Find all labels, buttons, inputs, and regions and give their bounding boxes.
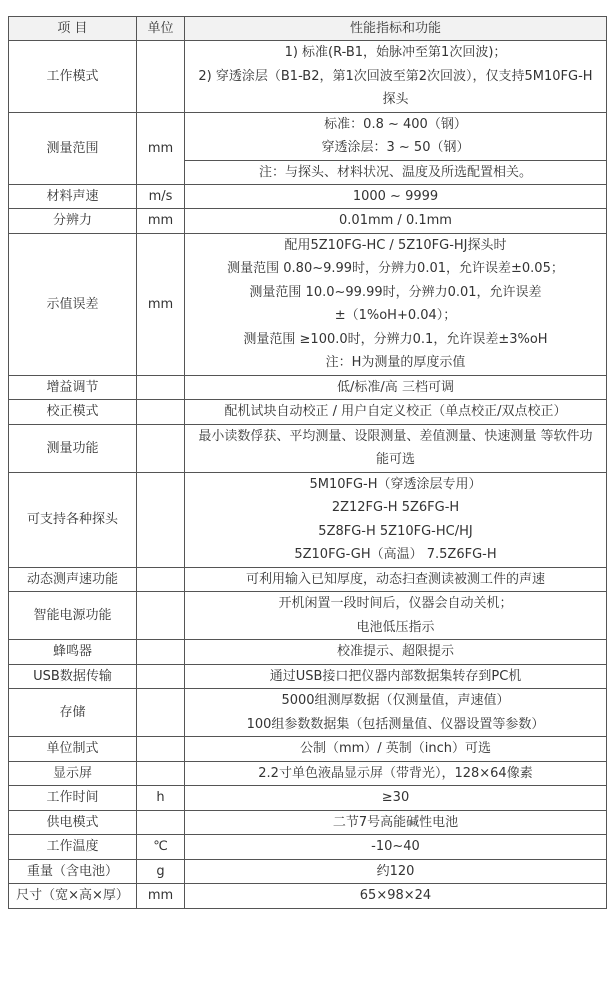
spec-line: 可利用输入已知厚度，动态扫查测读被测工件的声速 <box>245 571 545 587</box>
spec-value <box>185 41 607 113</box>
spec-line: 能可选 <box>375 452 415 467</box>
spec-item: 重量（含电池） <box>9 859 137 884</box>
spec-item: 工作温度 <box>9 835 137 860</box>
spec-line: 5000组测厚数据（仅测量值，声速值） <box>281 693 510 708</box>
spec-item: 工作模式 <box>9 41 137 113</box>
spec-line: 穿透涂层：3 ~ 50（钢） <box>321 140 470 155</box>
spec-line: 测量范围 ≥100.0时，分辨力0.1，允许误差±3%oH <box>243 331 548 347</box>
spec-line: 100组参数数据集（包括测量值、仪器设置等参数） <box>246 716 545 732</box>
table-row <box>9 209 607 234</box>
spec-line: 约120 <box>376 863 415 879</box>
table-row <box>9 41 607 113</box>
header-unit: 单位 <box>137 17 185 41</box>
spec-line: 配用5Z10FG-HC / 5Z10FG-HJ探头时 <box>284 237 507 253</box>
spec-item: USB数据传输 <box>9 664 137 689</box>
spec-value <box>185 737 607 762</box>
table-row <box>9 424 607 472</box>
spec-note: 注：与探头、材料状况、温度及所选配置相关。 <box>185 160 607 184</box>
table-row <box>9 884 607 909</box>
spec-line: 0.01mm / 0.1mm <box>339 213 452 228</box>
spec-line: -10~40 <box>371 839 420 854</box>
spec-line: 注：H为测量的厚度示值 <box>325 355 466 370</box>
spec-item: 分辨力 <box>9 209 137 234</box>
spec-value <box>185 233 607 375</box>
spec-value <box>185 664 607 689</box>
spec-value <box>185 640 607 665</box>
spec-item: 智能电源功能 <box>9 592 137 640</box>
spec-line: 2) 穿透涂层（B1-B2，第1次回波至第2次回波），仅支持5M10FG-H <box>198 68 593 84</box>
table-row <box>9 664 607 689</box>
spec-value <box>185 112 607 160</box>
spec-line: 配机试块自动校正 / 用户自定义校正（单点校正/双点校正） <box>224 404 567 419</box>
spec-line: ≥30 <box>381 790 410 805</box>
spec-line: 探头 <box>382 92 409 107</box>
spec-unit <box>137 737 185 762</box>
spec-line: 公制（mm）/ 英制（inch）可选 <box>299 741 492 756</box>
spec-value <box>185 209 607 234</box>
spec-unit <box>137 592 185 640</box>
spec-unit <box>137 640 185 665</box>
table-row <box>9 737 607 762</box>
spec-value <box>185 884 607 909</box>
spec-unit <box>137 664 185 689</box>
spec-item: 显示屏 <box>9 761 137 786</box>
spec-unit <box>137 567 185 592</box>
spec-value <box>185 400 607 425</box>
table-row <box>9 810 607 835</box>
spec-line: 测量范围 10.0~99.99时，分辨力0.01，允许误差 <box>249 284 542 300</box>
spec-line: 5M10FG-H（穿透涂层专用） <box>309 476 482 492</box>
table-row <box>9 375 607 400</box>
spec-unit: mm <box>137 884 185 909</box>
spec-unit <box>137 810 185 835</box>
table-row <box>9 835 607 860</box>
spec-line: 校准提示、超限提示 <box>336 644 454 659</box>
spec-line: 二节7号高能碱性电池 <box>332 814 459 830</box>
spec-unit: ℃ <box>137 835 185 860</box>
spec-line: 最小读数俘获、平均测量、设限测量、差值测量、快速测量 等软件功 <box>198 428 593 444</box>
spec-line: 1) 标准(R-B1，始脉冲至第1次回波)； <box>284 45 507 60</box>
spec-table <box>8 16 607 909</box>
spec-line: 通过USB接口把仪器内部数据集转存到PC机 <box>269 668 522 684</box>
spec-item: 蜂鸣器 <box>9 640 137 665</box>
spec-item: 测量功能 <box>9 424 137 472</box>
header-spec: 性能指标和功能 <box>185 17 607 41</box>
spec-value <box>185 859 607 884</box>
table-row <box>9 786 607 811</box>
spec-line: 65×98×24 <box>359 888 432 903</box>
spec-item: 校正模式 <box>9 400 137 425</box>
spec-line: ±（1%oH+0.04）； <box>334 308 457 323</box>
table-row <box>9 761 607 786</box>
spec-unit: mm <box>137 112 185 184</box>
spec-table-container <box>8 16 606 909</box>
spec-item: 增益调节 <box>9 375 137 400</box>
spec-item: 单位制式 <box>9 737 137 762</box>
spec-line: 2.2寸单色液晶显示屏（带背光），128×64像素 <box>258 765 533 781</box>
spec-line: 5Z10FG-GH（高温） 7.5Z6FG-H <box>294 547 497 562</box>
table-row <box>9 592 607 640</box>
spec-line: 电池低压指示 <box>356 619 435 635</box>
spec-item: 供电模式 <box>9 810 137 835</box>
spec-unit: h <box>137 786 185 811</box>
spec-line: 5Z8FG-H 5Z10FG-HC/HJ <box>318 523 473 539</box>
spec-value <box>185 786 607 811</box>
spec-unit: mm <box>137 233 185 375</box>
spec-value <box>185 375 607 400</box>
table-row <box>9 233 607 375</box>
spec-value <box>185 472 607 567</box>
spec-item: 动态测声速功能 <box>9 567 137 592</box>
table-row <box>9 112 607 160</box>
spec-item: 存储 <box>9 689 137 737</box>
spec-unit <box>137 689 185 737</box>
spec-unit <box>137 375 185 400</box>
table-row <box>9 472 607 567</box>
spec-line: 低/标准/高 三档可调 <box>337 379 454 395</box>
spec-unit <box>137 472 185 567</box>
spec-unit <box>137 400 185 425</box>
spec-item: 示值误差 <box>9 233 137 375</box>
header-item: 项 目 <box>9 17 137 41</box>
spec-value <box>185 835 607 860</box>
spec-line: 测量范围 0.80~9.99时，分辨力0.01，允许误差±0.05； <box>227 261 564 276</box>
spec-value <box>185 761 607 786</box>
spec-value <box>185 689 607 737</box>
spec-unit: m/s <box>137 184 185 209</box>
spec-item: 测量范围 <box>9 112 137 184</box>
table-row <box>9 400 607 425</box>
spec-value <box>185 592 607 640</box>
spec-line: 2Z12FG-H 5Z6FG-H <box>331 500 460 515</box>
spec-value <box>185 184 607 209</box>
spec-unit <box>137 41 185 113</box>
spec-line: 1000 ~ 9999 <box>352 188 439 204</box>
table-row <box>9 859 607 884</box>
spec-item: 材料声速 <box>9 184 137 209</box>
spec-unit: g <box>137 859 185 884</box>
spec-line: 开机闲置一段时间后，仪器会自动关机； <box>278 596 513 611</box>
spec-unit <box>137 761 185 786</box>
table-row <box>9 184 607 209</box>
spec-value <box>185 424 607 472</box>
header-row <box>9 17 607 41</box>
spec-value <box>185 567 607 592</box>
spec-item: 可支持各种探头 <box>9 472 137 567</box>
spec-unit <box>137 424 185 472</box>
table-row <box>9 689 607 737</box>
spec-item: 尺寸（宽×高×厚） <box>9 884 137 909</box>
spec-unit: mm <box>137 209 185 234</box>
spec-line: 标准：0.8 ~ 400（钢） <box>324 116 467 132</box>
table-row <box>9 640 607 665</box>
spec-item: 工作时间 <box>9 786 137 811</box>
table-row <box>9 567 607 592</box>
spec-value <box>185 810 607 835</box>
